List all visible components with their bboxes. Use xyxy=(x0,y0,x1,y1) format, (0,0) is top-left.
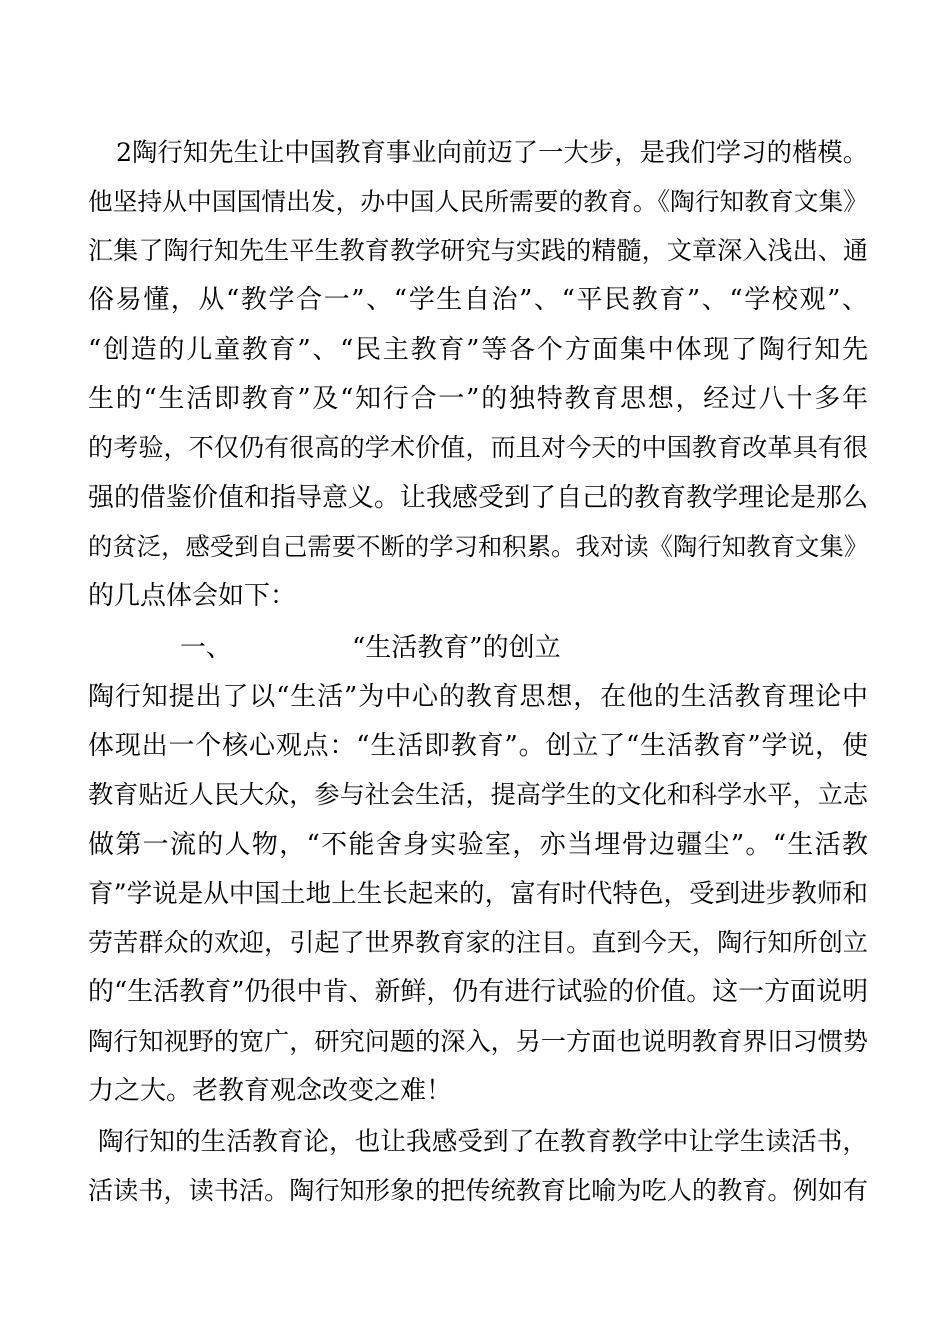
paragraph-1-line-3: 汇集了陶行知先生平生教育教学研究与实践的精髓，文章深入浅出、通 xyxy=(88,236,868,265)
paragraph-3-line-1: 陶行知的生活教育论，也让我感受到了在教育教学中让学生读活书， xyxy=(98,1127,868,1157)
paragraph-1-line-7: 的考验，不仅仍有很高的学术价值，而且对今天的中国教育改革具有很 xyxy=(88,433,868,462)
paragraph-2-line-1: 陶行知提出了以“生活”为中心的教育思想，在他的生活教育理论中 xyxy=(88,682,868,712)
paragraph-1-line-6: 生的“生活即教育”及“知行合一”的独特教育思想，经过八十多年 xyxy=(88,384,868,414)
paragraph-1-line-10: 的几点体会如下： xyxy=(88,581,297,611)
paragraph-1-line-2: 他坚持从中国国情出发，办中国人民所需要的教育。《陶行知教育文集》 xyxy=(88,187,868,216)
section-heading-title: “生活教育”的创立 xyxy=(352,633,561,663)
paragraph-2-line-2: 体现出一个核心观点：“生活即教育”。创立了“生活教育”学说，使 xyxy=(88,731,868,761)
paragraph-1-line-5: “创造的儿童教育”、“民主教育”等各个方面集中体现了陶行知先 xyxy=(88,335,868,365)
paragraph-2-line-3: 教育贴近人民大众，参与社会生活，提高学生的文化和科学水平，立志 xyxy=(88,780,868,809)
paragraph-2-line-9: 力之大。老教育观念改变之难！ xyxy=(88,1076,453,1106)
paragraph-1-line-8: 强的借鉴价值和指导意义。让我感受到了自己的教育教学理论是那么 xyxy=(88,483,868,513)
paragraph-2-line-8: 陶行知视野的宽广，研究问题的深入，另一方面也说明教育界旧习惯势 xyxy=(88,1027,868,1056)
section-heading-number: 一、 xyxy=(180,633,232,663)
paragraph-2-line-6: 劳苦群众的欢迎，引起了世界教育家的注目。直到今天，陶行知所创立 xyxy=(88,928,868,957)
paragraph-1-line-4: 俗易懂，从“教学合一”、“学生自治”、“平民教育”、“学校观”、 xyxy=(88,285,868,315)
paragraph-1-line-1: 2陶行知先生让中国教育事业向前迈了一大步，是我们学习的楷模。 xyxy=(116,138,868,167)
paragraph-2-line-5: 育”学说是从中国土地上生长起来的，富有时代特色，受到进步教师和 xyxy=(88,879,868,909)
paragraph-1-line-9: 的贫泛，感受到自己需要不断的学习和积累。我对读《陶行知教育文集》 xyxy=(88,532,868,561)
paragraph-3-line-2: 活读书，读书活。陶行知形象的把传统教育比喻为吃人的教育。例如有 xyxy=(88,1176,868,1205)
paragraph-2-line-4: 做第一流的人物，“不能舍身实验室，亦当埋骨边疆尘”。“生活教 xyxy=(88,830,868,860)
paragraph-2-line-7: 的“生活教育”仍很中肯、新鲜，仍有进行试验的价值。这一方面说明 xyxy=(88,977,868,1007)
